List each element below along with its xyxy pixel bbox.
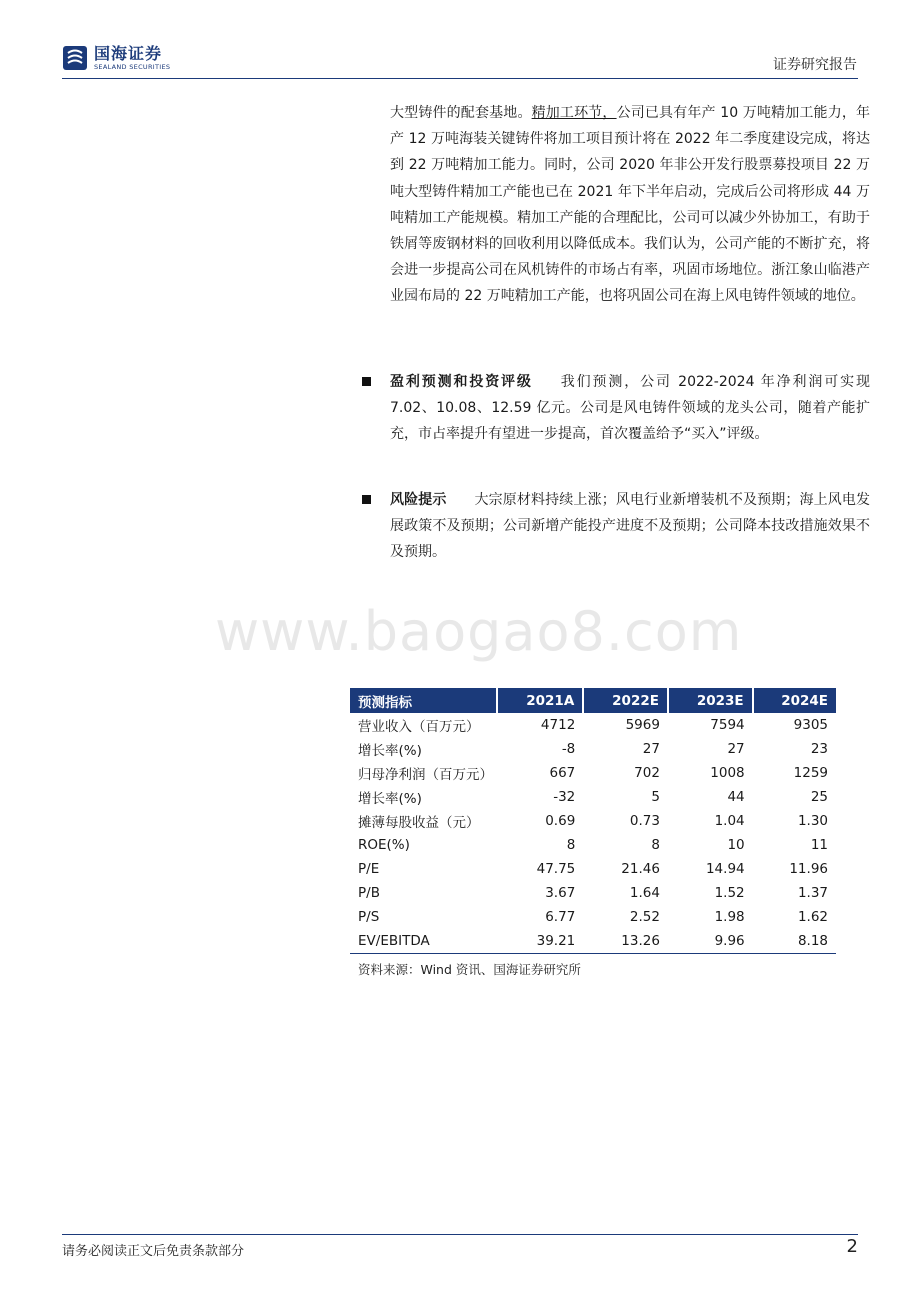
risk-bullet bbox=[362, 487, 870, 566]
header-divider bbox=[62, 78, 858, 79]
square-bullet-icon bbox=[362, 377, 371, 386]
value-cell: 1.62 bbox=[797, 909, 828, 925]
logo-english-name: SEALAND SECURITIES bbox=[94, 62, 171, 71]
row-label-cell: 营业收入（百万元） bbox=[358, 719, 480, 735]
sealand-logo-icon bbox=[62, 45, 88, 71]
value-cell: 3.67 bbox=[545, 885, 576, 901]
value-cell: -8 bbox=[561, 741, 576, 757]
value-cell: 7594 bbox=[710, 717, 745, 733]
value-cell: 1.64 bbox=[629, 885, 660, 901]
watermark: www.baogao8.com bbox=[215, 600, 743, 663]
value-cell: 1.30 bbox=[797, 813, 828, 829]
table-header-cell: 2023E bbox=[668, 688, 753, 713]
value-cell: 1.98 bbox=[714, 909, 745, 925]
value-cell: 1259 bbox=[793, 765, 828, 781]
company-logo bbox=[62, 42, 170, 74]
value-cell: 23 bbox=[810, 741, 828, 757]
value-cell: 702 bbox=[634, 765, 660, 781]
bullet-title: 风险提示 bbox=[390, 492, 447, 508]
value-cell: 8 bbox=[566, 837, 576, 853]
value-cell: 27 bbox=[642, 741, 660, 757]
table-row bbox=[350, 761, 836, 785]
row-label-cell: 摊薄每股收益（元） bbox=[358, 815, 480, 831]
value-cell: 9.96 bbox=[668, 929, 753, 954]
table-row bbox=[350, 881, 836, 905]
table-header-cell: 预测指标 bbox=[350, 688, 497, 713]
value-cell: 47.75 bbox=[536, 861, 576, 877]
bullet-text: 我们预测，公司 2022-2024 年净利润可实现 7.02、10.08、12.59 亿元。公司是风电铸件领域的龙头公司，随着产能扩充，市占率提升有望进一步提高，首次覆盖给予“买入”评级。 bbox=[390, 374, 870, 443]
table-source-note: 资料来源：Wind 资讯、国海证券研究所 bbox=[358, 962, 581, 977]
value-cell: 8 bbox=[651, 837, 660, 853]
value-cell: 1.37 bbox=[797, 885, 828, 901]
value-cell: 2.52 bbox=[629, 909, 660, 925]
value-cell: 667 bbox=[549, 765, 576, 781]
value-cell: 0.69 bbox=[545, 813, 576, 829]
value-cell: 5969 bbox=[625, 717, 660, 733]
row-label-cell: P/S bbox=[358, 909, 380, 925]
table-header-cell: 2022E bbox=[583, 688, 668, 713]
table-row bbox=[350, 809, 836, 833]
paragraph-lead: 大型铸件的配套基地。 bbox=[390, 105, 532, 121]
report-type-title: 证券研究报告 bbox=[773, 57, 857, 73]
paragraph-underlined-phrase: 精加工环节， bbox=[531, 105, 617, 121]
value-cell: 6.77 bbox=[545, 909, 576, 925]
value-cell: -32 bbox=[553, 789, 576, 805]
value-cell: 8.18 bbox=[753, 929, 836, 954]
forecast-table bbox=[350, 688, 836, 954]
footer-disclaimer: 请务必阅读正文后免责条款部分 bbox=[62, 1244, 245, 1259]
footer-divider bbox=[62, 1234, 858, 1235]
value-cell: 1008 bbox=[710, 765, 745, 781]
square-bullet-icon bbox=[362, 495, 371, 504]
value-cell: 1.52 bbox=[714, 885, 745, 901]
row-label-cell: 增长率(%) bbox=[358, 743, 422, 759]
table-row bbox=[350, 785, 836, 809]
row-label-cell: P/E bbox=[358, 861, 380, 877]
bullet-text: 大宗原材料持续上涨；风电行业新增装机不及预期；海上风电发展政策不及预期；公司新增产能投产进度不及预期；公司降本技改措施效果不及预期。 bbox=[390, 492, 871, 561]
value-cell: 5 bbox=[651, 789, 660, 805]
paragraph-body: 公司已具有年产 10 万吨精加工能力，年产 12 万吨海装关键铸件将加工项目预计将在 2022 年二季度建设完成，将达到 22 万吨精加工能力。同时，公司 2020 年非公开发行股票募投项目 22 万吨大型铸件精加工产能也已在 2021 年下半年启动，完成后公司将形成 44 万吨精加工产能规模。精加工产能的合理配比，公司可以减少外协加工，有助于铁屑等废钢材料的回收利用以降低成本。我们认为，公司产能的不断扩充，将会进一步提高公司在风机铸件的市场占有率，巩固市场地位。浙江象山临港产业园布局的 22 万吨精加工产能，也将巩固公司在海上风电铸件领域的地位。 bbox=[390, 105, 871, 305]
logo-chinese-name: 国海证券 bbox=[94, 43, 163, 63]
value-cell: 1.04 bbox=[714, 813, 745, 829]
row-label-cell: EV/EBITDA bbox=[350, 929, 497, 954]
value-cell: 9305 bbox=[793, 717, 828, 733]
value-cell: 21.46 bbox=[621, 861, 660, 877]
table-row bbox=[350, 905, 836, 929]
page-number: 2 bbox=[846, 1236, 858, 1257]
value-cell: 14.94 bbox=[705, 861, 745, 877]
value-cell: 11 bbox=[810, 837, 828, 853]
row-label-cell: 增长率(%) bbox=[358, 791, 422, 807]
table-row bbox=[350, 857, 836, 881]
table-header-row bbox=[350, 688, 836, 713]
table-header-cell: 2021A bbox=[497, 688, 583, 713]
page-header bbox=[62, 40, 857, 76]
table-row bbox=[350, 833, 836, 857]
value-cell: 0.73 bbox=[629, 813, 660, 829]
value-cell: 13.26 bbox=[583, 929, 668, 954]
table-row bbox=[350, 929, 836, 954]
value-cell: 10 bbox=[727, 837, 745, 853]
row-label-cell: P/B bbox=[358, 885, 380, 901]
table-header-cell: 2024E bbox=[753, 688, 836, 713]
value-cell: 44 bbox=[727, 789, 745, 805]
table-row bbox=[350, 737, 836, 761]
value-cell: 39.21 bbox=[497, 929, 583, 954]
value-cell: 11.96 bbox=[789, 861, 828, 877]
rating-bullet bbox=[362, 369, 870, 448]
row-label-cell: ROE(%) bbox=[358, 837, 410, 853]
value-cell: 27 bbox=[727, 741, 745, 757]
bullet-title: 盈利预测和投资评级 bbox=[390, 374, 533, 390]
table-row bbox=[350, 713, 836, 737]
capacity-paragraph bbox=[390, 100, 870, 310]
row-label-cell: 归母净利润（百万元） bbox=[358, 767, 493, 783]
value-cell: 4712 bbox=[540, 717, 576, 733]
value-cell: 25 bbox=[810, 789, 828, 805]
